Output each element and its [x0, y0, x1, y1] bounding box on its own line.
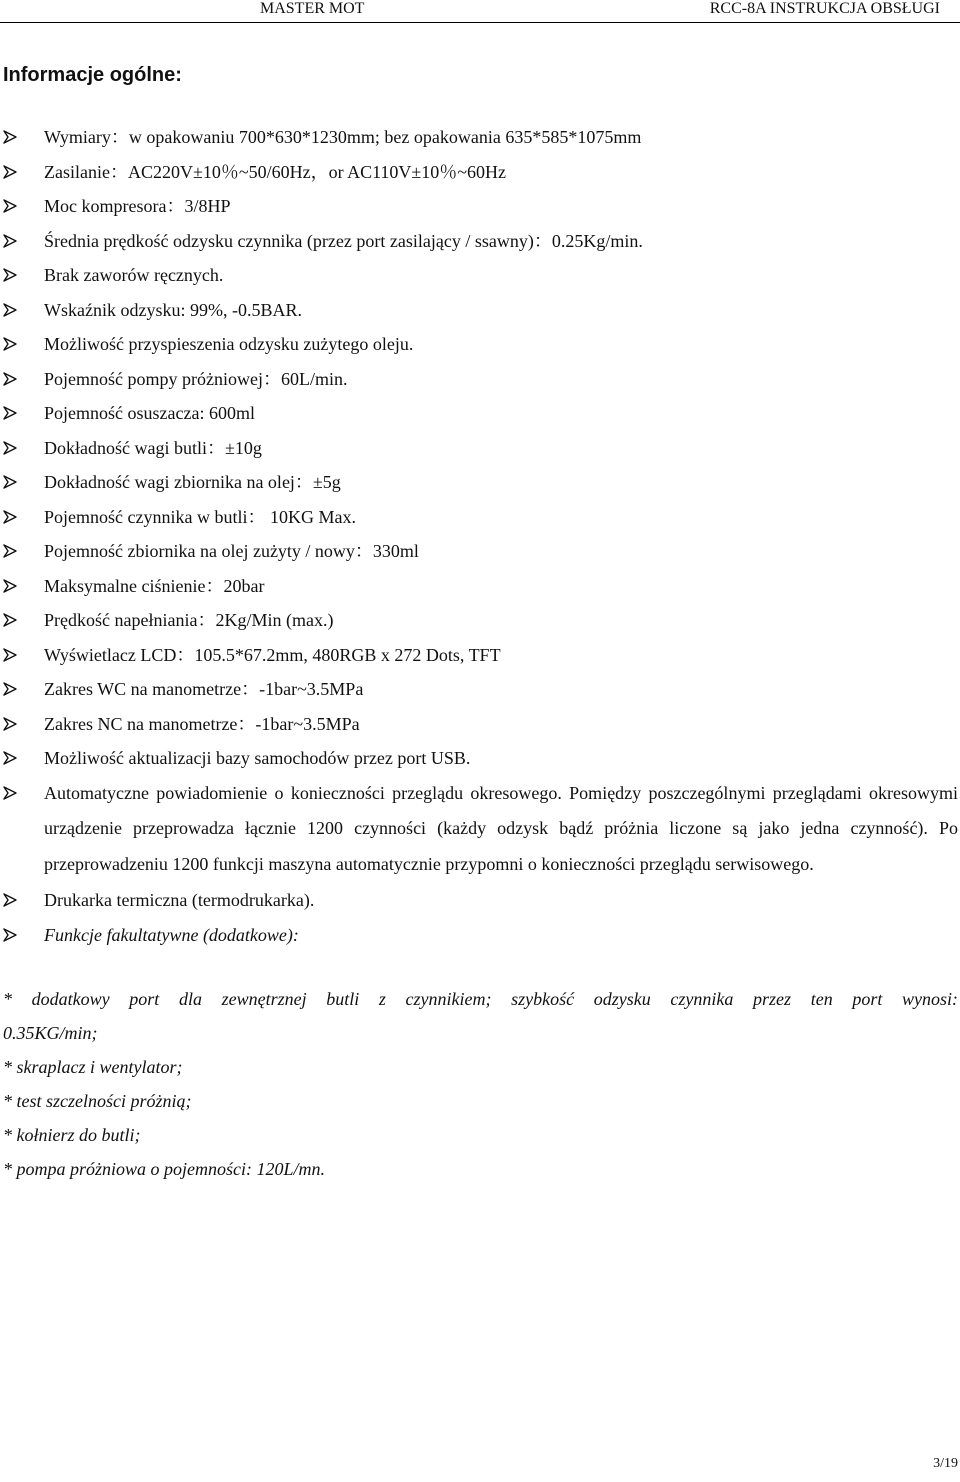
optional-functions	[3, 982, 958, 1186]
bullet-arrow-icon	[3, 431, 17, 465]
spec-list-item-text: Pojemność zbiornika na olej zużyty / nowy：330ml	[44, 541, 419, 561]
spec-list-item	[0, 918, 958, 953]
bullet-arrow-icon	[3, 189, 17, 223]
spec-list-item	[0, 224, 958, 259]
bullet-arrow-icon	[3, 638, 17, 672]
spec-list-item-text: Wymiary：w opakowaniu 700*630*1230mm; bez opakowania 635*585*1075mm	[44, 127, 642, 147]
header-brand: MASTER MOT	[260, 0, 365, 17]
bullet-arrow-icon	[3, 258, 17, 292]
spec-list-item	[0, 396, 958, 431]
spec-list-item	[0, 741, 958, 776]
bullet-arrow-icon	[3, 603, 17, 637]
spec-list-item-text: Funkcje fakultatywne (dodatkowe):	[44, 924, 299, 945]
optional-item-vacuum-pump: * pompa próżniowa o pojemności: 120L/mn.	[3, 1159, 326, 1179]
spec-list-item	[0, 465, 958, 500]
bullet-arrow-icon	[3, 672, 17, 706]
bullet-arrow-icon	[3, 465, 17, 499]
bullet-arrow-icon	[3, 396, 17, 430]
spec-list-item-text: Zakres WC na manometrze：-1bar~3.5MPa	[44, 679, 364, 699]
spec-list-item-text: Dokładność wagi butli：±10g	[44, 437, 262, 458]
bullet-arrow-icon	[3, 883, 17, 917]
bullet-arrow-icon	[3, 500, 17, 534]
spec-list-item	[0, 120, 958, 155]
spec-list-item	[0, 155, 958, 190]
spec-list-item-text: Prędkość napełniania：2Kg/Min (max.)	[44, 610, 334, 630]
spec-list-item	[0, 189, 958, 224]
spec-list-item	[0, 603, 958, 638]
spec-list-item	[0, 776, 958, 884]
spec-list-item-text: Pojemność osuszacza: 600ml	[44, 403, 255, 423]
bullet-arrow-icon	[3, 776, 17, 810]
spec-list-item	[0, 883, 958, 918]
spec-list-item	[0, 258, 958, 293]
spec-list-item-text: Zasilanie：AC220V±10％~50/60Hz，or AC110V±10％~60Hz	[44, 161, 507, 182]
spec-list-item-text: Pojemność czynnika w butli： 10KG Max.	[44, 506, 356, 527]
spec-list-item-text: Wyświetlacz LCD：105.5*67.2mm, 480RGB x 272 Dots, TFT	[44, 644, 501, 665]
spec-list-item	[0, 569, 958, 604]
optional-item-condenser: * skraplacz i wentylator;	[3, 1057, 183, 1077]
spec-list-item	[0, 672, 958, 707]
spec-list-item-text: Brak zaworów ręcznych.	[44, 265, 224, 285]
optional-item-vacuum-test: * test szczelności próżnią;	[3, 1091, 192, 1111]
bullet-arrow-icon	[3, 534, 17, 568]
spec-list-item-text: Możliwość aktualizacji bazy samochodów przez port USB.	[44, 748, 471, 768]
spec-list-item-text: Możliwość przyspieszenia odzysku zużytego oleju.	[44, 334, 414, 354]
spec-list-item	[0, 293, 958, 328]
bullet-arrow-icon	[3, 918, 17, 952]
spec-list	[0, 120, 958, 952]
spec-list-item	[0, 362, 958, 397]
spec-list-item-text: Drukarka termiczna (termodrukarka).	[44, 890, 315, 910]
spec-list-item-text: Maksymalne ciśnienie：20bar	[44, 575, 265, 596]
spec-list-item	[0, 327, 958, 362]
bullet-arrow-icon	[3, 224, 17, 258]
optional-item-external-port: * dodatkowy port dla zewnętrznej butli z czynnikiem; szybkość odzysku czynnika przez ten port wynosi:	[3, 989, 958, 1009]
section-title: Informacje ogólne:	[3, 64, 182, 86]
spec-list-item-text: Wskaźnik odzysku: 99%, -0.5BAR.	[44, 299, 302, 320]
optional-item-bottle-collar: * kołnierz do butli;	[3, 1125, 141, 1145]
header-document-title: RCC-8A INSTRUKCJA OBSŁUGI	[709, 0, 940, 17]
spec-list-item	[0, 534, 958, 569]
spec-list-item	[0, 638, 958, 673]
spec-list-item-text: Pojemność pompy próżniowej：60L/min.	[44, 368, 348, 389]
bullet-arrow-icon	[3, 155, 17, 189]
spec-list-item-text: Średnia prędkość odzysku czynnika (przez port zasilający / ssawny)：0.25Kg/min.	[44, 230, 643, 251]
spec-list-item	[0, 431, 958, 466]
page-number: 3/19	[933, 1456, 958, 1471]
bullet-arrow-icon	[3, 120, 17, 154]
spec-list-item-text: Automatyczne powiadomienie o konieczności przeglądu okresowego. Pomiędzy poszczególnymi przeglądami okresowymi urządzenie przeprowadza łącznie 1200 czynności (każdy odzysk bądź próżnia liczone są jako jedna czynność). Po przeprowadzeniu 1200 funkcji maszyna automatycznie przypomni o konieczności przeglądu serwisowego.	[44, 782, 958, 874]
bullet-arrow-icon	[3, 327, 17, 361]
bullet-arrow-icon	[3, 569, 17, 603]
bullet-arrow-icon	[3, 741, 17, 775]
spec-list-item-text: Zakres NC na manometrze：-1bar~3.5MPa	[44, 713, 360, 734]
spec-list-item-text: Dokładność wagi zbiornika na olej：±5g	[44, 472, 341, 492]
page-header	[0, 0, 960, 23]
bullet-arrow-icon	[3, 362, 17, 396]
bullet-arrow-icon	[3, 707, 17, 741]
bullet-arrow-icon	[3, 293, 17, 327]
spec-list-item-text: Moc kompresora：3/8HP	[44, 196, 231, 216]
spec-list-item	[0, 707, 958, 742]
spec-list-item	[0, 500, 958, 535]
optional-item-external-port-cont: 0.35KG/min;	[3, 1023, 98, 1043]
